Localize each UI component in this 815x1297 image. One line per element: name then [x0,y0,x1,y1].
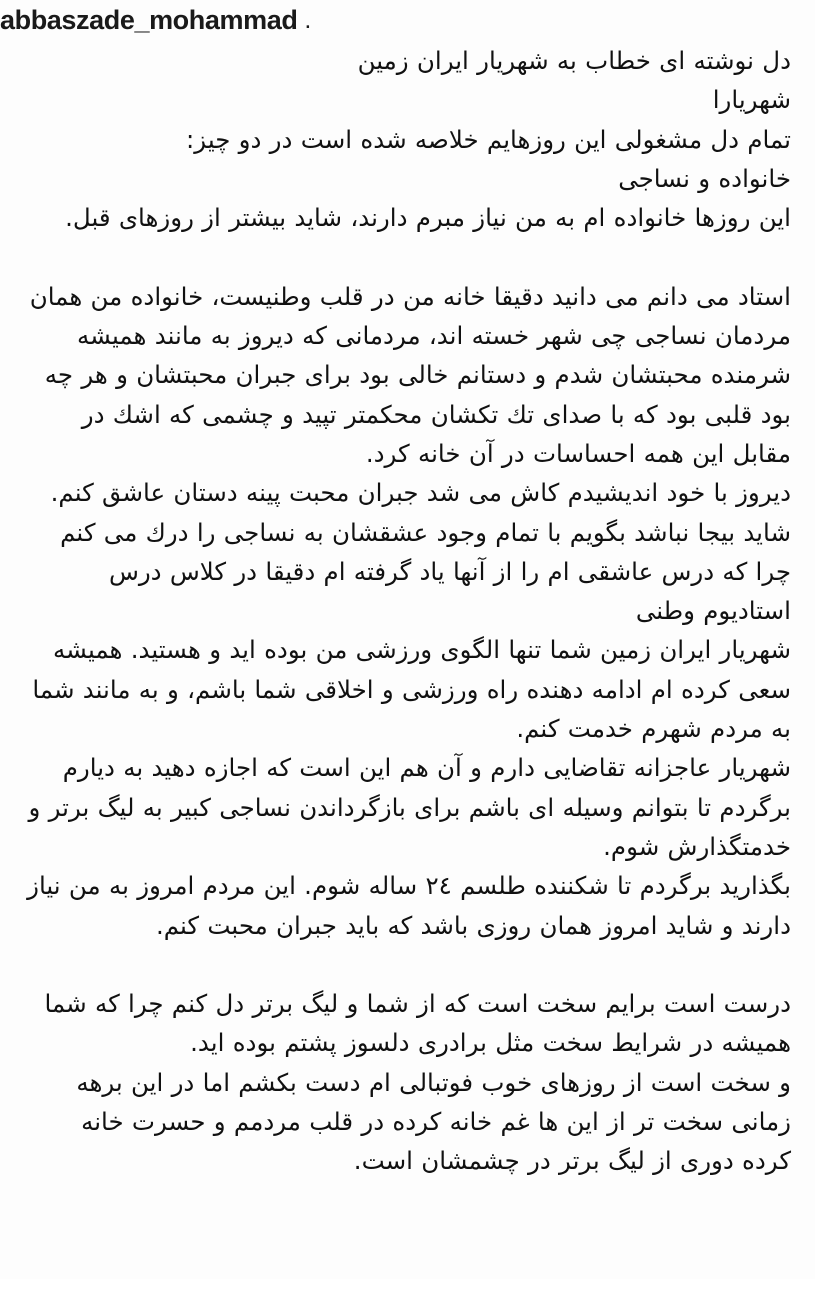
card-bottom-edge [0,1279,815,1297]
letter-salutation: شهریارا [712,85,791,115]
letter-paragraph-8: درست است برایم سخت است که از شما و لیگ برتر دل کنم چرا که شما همیشه در شرایط سخت مثل برادری دلسوز پشتم بوده اید. [44,989,791,1058]
letter-paragraph-5: شهریار ایران زمین شما تنها الگوی ورزشی من بوده اید و هستید. همیشه سعی کرده ام ادامه دهنده راه ورزشی و اخلاقی شما باشم، و به مانند شما به مردم شهرم خدمت کنم. [32,635,791,744]
letter-title-line: دل نوشته ای خطاب به شهریار ایران زمین [357,46,791,75]
letter-paragraph-4: دیروز با خود اندیشیدم کاش می شد جبران محبت پینه دستان عاشق کنم. شاید بیجا نباشد بگویم با تمام وجود عشقشان به نساجی را درك می کنم چرا که درس عاشقی ام را از آنها یاد گرفته ام دقیقا در کلاس درس استادیوم وطنی [50,478,791,626]
post-author-header [0,0,815,40]
letter-paragraph-6: شهریار عاجزانه تقاضایی دارم و آن هم این است که اجازه دهید به دیارم برگردم تا بتوانم وسیله ای باشم برای بازگرداندن نساجی کبیر به لیگ برتر و خدمتگذارش شوم. [28,753,791,861]
letter-paragraph-3: استاد می دانم می دانید دقیقا خانه من در قلب وطنیست، خانواده من همان مردمان نساجی چی شهر خسته اند، مردمانی که دیروز به مانند همیشه شرمنده محبتشان شدم و دستانم خالی بود برای جبران محبتشان و هر چه بود قلبی بود که با صدای تك تكشان محكمتر تپید و چشمی که اشك در مقابل این همه احساسات در آن خانه کرد. [29,281,791,468]
letter-body [24,41,791,1181]
author-username[interactable]: abbaszade_mohammad [0,5,298,35]
letter-paragraph-7: بگذارید برگردم تا شکننده طلسم ٢٤ ساله شوم. این مردم امروز به من نیاز دارند و شاید امروز همان روزی باشد که باید جبران محبت کنم. [27,871,791,940]
letter-paragraph-2: این روزها خانواده ام به من نیاز مبرم دارند، شاید بیشتر از روزهای قبل. [65,203,791,233]
letter-paragraph-9: و سخت است از روزهای خوب فوتبالی ام دست بکشم اما در این برهه زمانی سخت تر از این ها غم خانه کرده در قلب مردمم و حسرت خانه کرده دوری از لیگ برتر در چشمشان است. [76,1067,791,1176]
author-username-suffix: . [304,6,312,34]
letter-paragraph-1: خانواده و نساجی [618,163,791,193]
letter-paragraph-0: تمام دل مشغولی این روزهایم خلاصه شده است در دو چیز: [186,124,791,154]
